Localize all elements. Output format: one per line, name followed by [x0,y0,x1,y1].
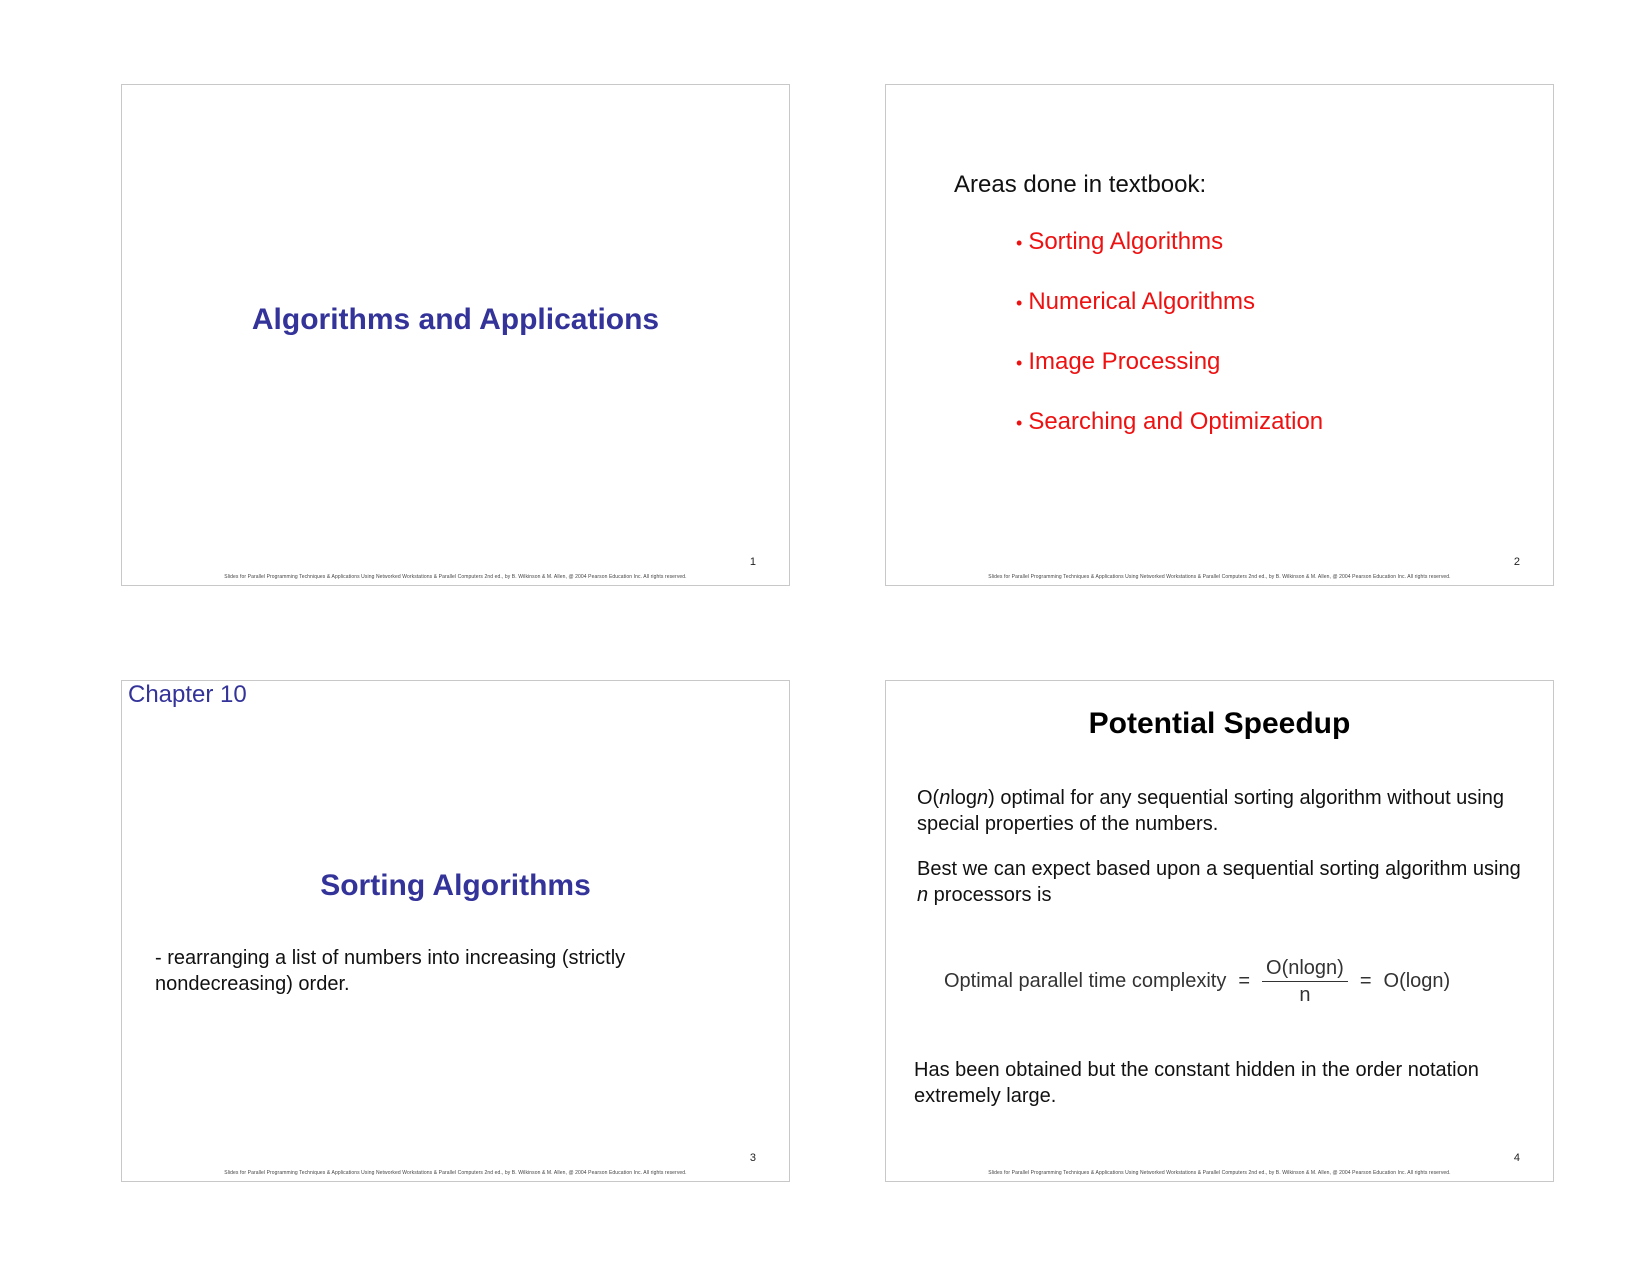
list-item [1016,287,1323,347]
text-run: Best we can expect based upon a sequential sorting algorithm using [917,858,1521,880]
bullet-icon: • [1016,353,1023,373]
slide-1 [121,84,790,586]
text-run: processors is [928,884,1052,906]
fraction-denominator: n [1299,984,1311,1006]
text-run: n [939,787,951,809]
paragraph-2 [917,856,1527,908]
equals-sign: = [1238,970,1251,992]
list-item [1016,347,1323,407]
fraction [1262,957,1348,1006]
slide-number: 1 [749,556,756,568]
bullet-list [1016,227,1323,467]
formula-label: Optimal parallel time complexity [944,970,1227,992]
bullet-icon: • [1016,233,1023,253]
slide-number: 4 [1513,1152,1520,1164]
text-run: log [950,787,978,809]
formula [944,957,1450,1006]
text-run: n [917,884,929,906]
equals-sign: = [1359,970,1372,992]
fraction-numerator: O(nlogn) [1262,957,1348,982]
paragraph-3: Has been obtained but the constant hidden in the order notation extremely large. [914,1059,1479,1107]
bullet-icon: • [1016,413,1023,433]
bullet-icon: • [1016,293,1023,313]
chapter-label: Chapter 10 [128,681,247,708]
slide-2 [885,84,1554,586]
slide-footer: Slides for Parallel Programming Techniques & Applications Using Networked Workstations & Parallel Computers 2nd ed., by B. Wilkinson & M. Allen, @ 2004 Pearson Education Inc. All rights reserved. [224,574,687,580]
text-run: O( [917,787,940,809]
text-run: n [977,787,989,809]
slide-description: - rearranging a list of numbers into increasing (strictly nondecreasing) order. [155,947,626,995]
text-run: ) optimal for any sequential sorting algorithm without using special properties of the numbers. [917,787,1504,835]
slide-footer: Slides for Parallel Programming Techniques & Applications Using Networked Workstations & Parallel Computers 2nd ed., by B. Wilkinson & M. Allen, @ 2004 Pearson Education Inc. All rights reserved. [988,574,1451,580]
slide-3 [121,680,790,1182]
slide-footer: Slides for Parallel Programming Techniques & Applications Using Networked Workstations & Parallel Computers 2nd ed., by B. Wilkinson & M. Allen, @ 2004 Pearson Education Inc. All rights reserved. [224,1170,687,1176]
formula-result: O(logn) [1383,970,1451,992]
slide-footer: Slides for Parallel Programming Techniques & Applications Using Networked Workstations & Parallel Computers 2nd ed., by B. Wilkinson & M. Allen, @ 2004 Pearson Education Inc. All rights reserved. [988,1170,1451,1176]
slide-number: 2 [1513,556,1520,568]
paragraph-1 [917,785,1527,837]
list-item-label: Numerical Algorithms [1028,288,1256,315]
slide-4 [885,680,1554,1182]
slide-number: 3 [749,1152,756,1164]
list-item-label: Image Processing [1028,348,1221,375]
list-item [1016,407,1323,467]
list-item-label: Sorting Algorithms [1028,228,1224,255]
list-item [1016,227,1323,287]
slide-title: Potential Speedup [1088,707,1351,740]
list-item-label: Searching and Optimization [1028,408,1324,435]
slide-heading: Areas done in textbook: [954,171,1207,198]
slide-title: Sorting Algorithms [320,869,591,902]
slide-title: Algorithms and Applications [251,303,660,336]
